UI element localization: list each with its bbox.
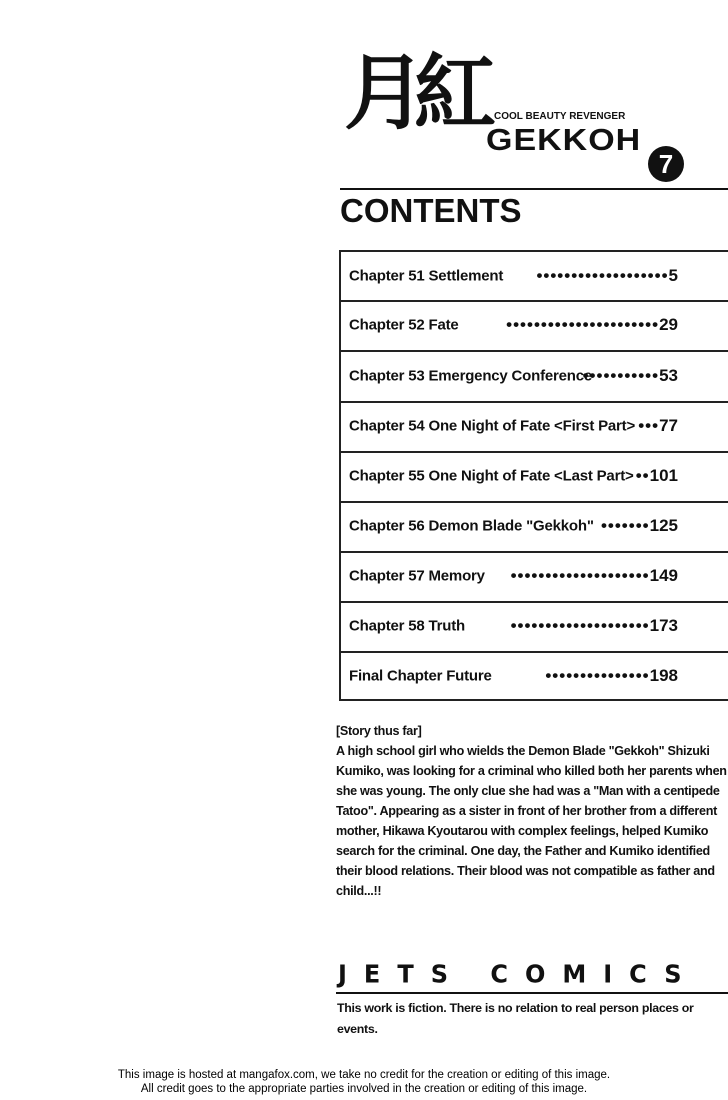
chapter-page: ••101 <box>635 466 678 485</box>
logo-title: GEKKOH <box>486 123 642 158</box>
chapter-title: Chapter 56 Demon Blade "Gekkoh" <box>349 517 594 535</box>
chapter-page: •••77 <box>638 416 678 435</box>
contents-row <box>341 401 728 453</box>
chapter-title: Chapter 57 Memory <box>349 567 485 585</box>
hosting-credit-note: All credit goes to the appropriate parties involved in the creation or editing of this image. <box>140 1083 588 1095</box>
story-heading: [Story thus far] <box>336 724 422 738</box>
imprint-label: JETS COMICS <box>338 959 699 989</box>
imprint-rule <box>336 992 728 994</box>
contents-heading: CONTENTS <box>340 192 522 229</box>
chapter-page: ••••••••••••••••••••••29 <box>506 315 678 334</box>
story-summary <box>336 721 728 901</box>
contents-row <box>341 350 728 403</box>
chapter-title: Chapter 58 Truth <box>349 617 465 635</box>
contents-row <box>341 252 728 302</box>
chapter-title: Chapter 55 One Night of Fate <Last Part> <box>349 467 634 485</box>
contents-row <box>341 451 728 503</box>
contents-row <box>341 601 728 653</box>
contents-row <box>341 651 728 701</box>
hosting-credit: This image is hosted at mangafox.com, we take no credit for the creation or editing of this image. <box>117 1069 611 1081</box>
chapter-title: Final Chapter Future <box>349 667 492 685</box>
header-rule <box>340 188 728 190</box>
logo-kanji: 月紅 <box>344 45 485 141</box>
chapter-page: ••••••••••••••••••••149 <box>510 566 678 585</box>
logo-tagline: COOL BEAUTY REVENGER <box>494 111 626 122</box>
contents-row <box>341 501 728 553</box>
volume-badge: 7 <box>648 146 684 182</box>
chapter-title: Chapter 51 Settlement <box>349 267 504 285</box>
chapter-page: •••••••125 <box>600 516 678 535</box>
chapter-title: Chapter 52 Fate <box>349 316 459 334</box>
chapter-page: •••••••••••••••198 <box>545 666 678 685</box>
chapter-title: Chapter 54 One Night of Fate <First Part> <box>349 417 636 435</box>
chapter-title: Chapter 53 Emergency Conference <box>349 367 593 384</box>
contents-table <box>339 250 728 701</box>
contents-row <box>341 551 728 603</box>
contents-row <box>341 300 728 352</box>
chapter-page: ••••••••••••••••••••173 <box>510 616 678 635</box>
chapter-page: •••••••••••••••••••5 <box>536 266 678 285</box>
chapter-page: •••••••••••53 <box>582 365 678 385</box>
fiction-disclaimer: This work is fiction. There is no relation to real person places or events. <box>337 1001 694 1036</box>
story-body: A high school girl who wields the Demon Blade "Gekkoh" Shizuki Kumiko, was looking for a criminal who killed both her parents when she was young. The only clue she had was a "Man with a centipede Tatoo". Appearing as a sister in front of her brother from a different mother, Hikawa Kyoutarou with complex feelings, helped Kumiko search for the criminal. One day, the Father and Kumiko identified their blood relations. Their blood was not compatible as father and child...!! <box>336 744 727 898</box>
